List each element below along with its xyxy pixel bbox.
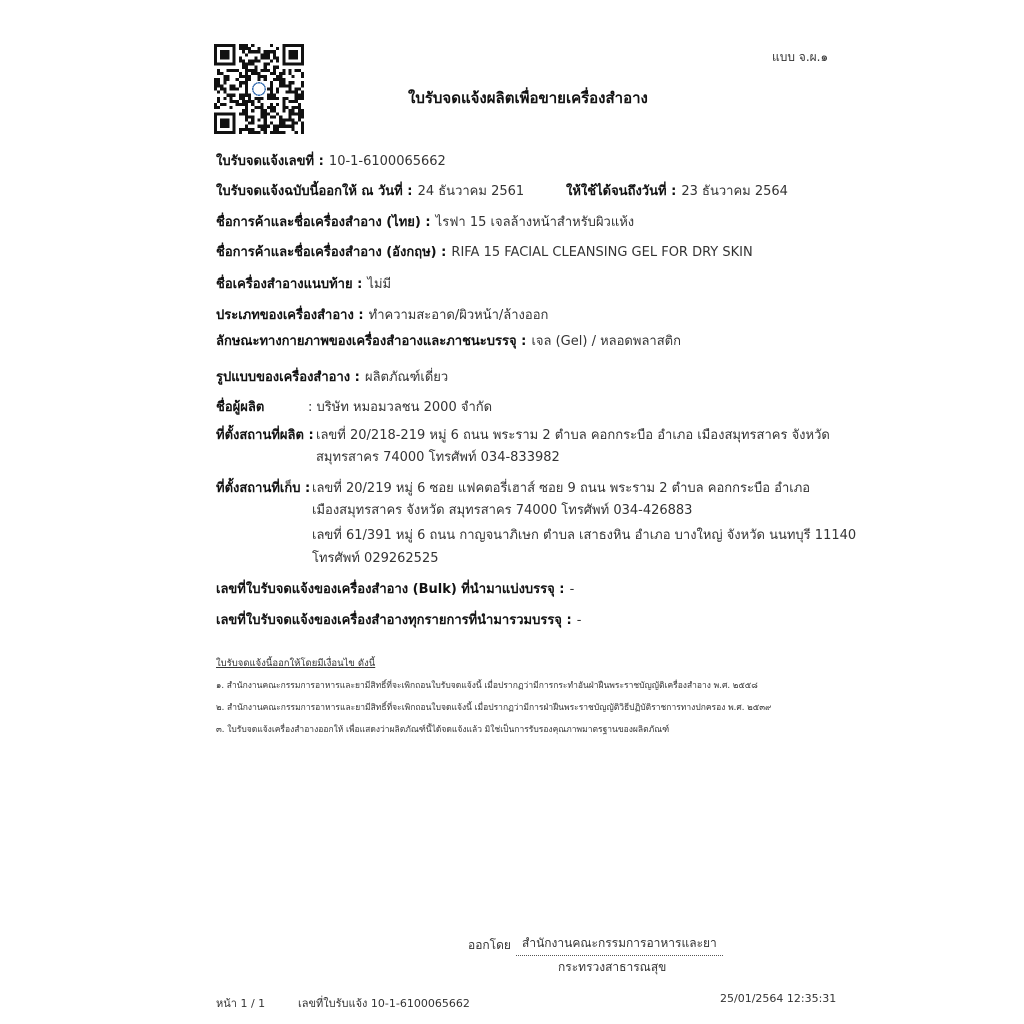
form-row [216,366,448,387]
combined-value: - [576,613,582,628]
combined-row [216,609,581,630]
footer-reference: เลขที่ใบรับแจ้ง 10-1-6100065662 [298,997,470,1010]
print-timestamp: 25/01/2564 12:35:31 [720,992,837,1005]
bulk-label: เลขที่ใบรับจดแจ้งของเครื่องสำอาง (Bulk) ที่นำมาแบ่งบรรจุ : [216,582,565,597]
attached-name-row [216,273,391,294]
valid-until-label: ให้ใช้ได้จนถึงวันที่ : [566,184,677,199]
conditions-heading: ใบรับจดแจ้งนี้ออกให้โดยมีเงื่อนไข ดังนี้ [216,658,376,669]
name-en-row [216,241,753,262]
physical-label: ลักษณะทางกายภาพของเครื่องสำอางและภาชนะบรรจุ : [216,334,527,349]
issue-date-row [216,180,524,201]
name-th-label: ชื่อการค้าและชื่อเครื่องสำอาง (ไทย) : [216,215,431,230]
physical-row [216,330,681,351]
receipt-number-label: ใบรับจดแจ้งเลขที่ : [216,154,324,169]
mfg-site-line2: สมุทรสาคร 74000 โทรศัพท์ 034-833982 [316,450,560,465]
bulk-value: - [569,582,575,597]
receipt-number-row [216,150,446,171]
form-label: รูปแบบของเครื่องสำอาง : [216,370,360,385]
condition-item-1: ๑. สำนักงานคณะกรรมการอาหารและยามีสิทธิ์ที่จะเพิกถอนใบรับจดแจ้งนี้ เมื่อปรากฏว่ามีการกระทำอันฝ่าฝืนพระราชบัญญัติเครื่องสำอาง พ.ศ. ๒๕๕๘ [216,681,758,691]
bulk-row [216,578,574,599]
combined-label: เลขที่ใบรับจดแจ้งของเครื่องสำอางทุกรายการที่นำมารวมบรรจุ : [216,613,572,628]
physical-value: เจล (Gel) / หลอดพลาสติก [531,334,681,349]
issuer-office-name: สำนักงานคณะกรรมการอาหารและยา [516,934,723,956]
storage-line3: เลขที่ 61/391 หมู่ 6 ถนน กาญจนาภิเษก ตำบล เสาธงหิน อำเภอ บางใหญ่ จังหวัด นนทบุรี 11140 [312,528,857,543]
issue-date-label: ใบรับจดแจ้งฉบับนี้ออกให้ ณ วันที่ : [216,184,413,199]
type-row [216,304,548,325]
name-en-value: RIFA 15 FACIAL CLEANSING GEL FOR DRY SKIN [451,245,753,260]
condition-item-3: ๓. ใบรับจดแจ้งเครื่องสำอางออกให้ เพื่อแสดงว่าผลิตภัณฑ์นี้ได้จดแจ้งแล้ว มิใช่เป็นการรับรองคุณภาพมาตรฐานของผลิตภัณฑ์ [216,725,670,735]
manufacturer-label: ชื่อผู้ผลิต [216,400,265,415]
name-th-row [216,211,634,232]
issue-date-value: 24 ธันวาคม 2561 [417,184,525,199]
form-value: ผลิตภัณฑ์เดี่ยว [364,370,449,385]
name-en-label: ชื่อการค้าและชื่อเครื่องสำอาง (อังกฤษ) : [216,245,447,260]
attached-name-label: ชื่อเครื่องสำอางแนบท้าย : [216,277,363,292]
page-title: ใบรับจดแจ้งผลิตเพื่อขายเครื่องสำอาง [408,89,648,107]
storage-line1: เลขที่ 20/219 หมู่ 6 ซอย แฟคตอรี่เฮาส์ ซอย 9 ถนน พระราม 2 ตำบล คอกกระบือ อำเภอ [312,481,811,496]
mfg-site-label: ที่ตั้งสถานที่ผลิต : [216,428,314,443]
issuer-office [516,934,723,956]
condition-item-2: ๒. สำนักงานคณะกรรมการอาหารและยามีสิทธิ์ที่จะเพิกถอนใบจดแจ้งนี้ เมื่อปรากฏว่ามีการฝ่าฝืนพระราชบัญญัติวิธีปฏิบัติราชการทางปกครอง พ.ศ. ๒๕๓๙ [216,703,772,713]
form-code: แบบ จ.ผ.๑ [772,50,829,64]
storage-label: ที่ตั้งสถานที่เก็บ : [216,481,311,496]
qr-code-icon [214,44,304,134]
mfg-site-line1: เลขที่ 20/218-219 หมู่ 6 ถนน พระราม 2 ตำบล คอกกระบือ อำเภอ เมืองสมุทรสาคร จังหวัด [316,428,830,443]
storage-line2: เมืองสมุทรสาคร จังหวัด สมุทรสาคร 74000 โทรศัพท์ 034-426883 [312,503,693,518]
valid-until-value: 23 ธันวาคม 2564 [681,184,788,199]
attached-name-value: ไม่มี [367,277,392,292]
receipt-number-value: 10-1-6100065662 [328,154,446,169]
issuer-ministry: กระทรวงสาธารณสุข [558,960,667,974]
manufacturer-value: : บริษัท หมอมวลชน 2000 จำกัด [308,400,493,415]
type-label: ประเภทของเครื่องสำอาง : [216,308,364,323]
storage-line4: โทรศัพท์ 029262525 [312,551,439,566]
name-th-value: ไรฟา 15 เจลล้างหน้าสำหรับผิวแห้ง [435,215,635,230]
valid-until-row [566,180,788,201]
issuer-label: ออกโดย [468,938,511,952]
page-number: หน้า 1 / 1 [216,997,266,1010]
type-value: ทำความสะอาด/ผิวหน้า/ล้างออก [368,308,549,323]
